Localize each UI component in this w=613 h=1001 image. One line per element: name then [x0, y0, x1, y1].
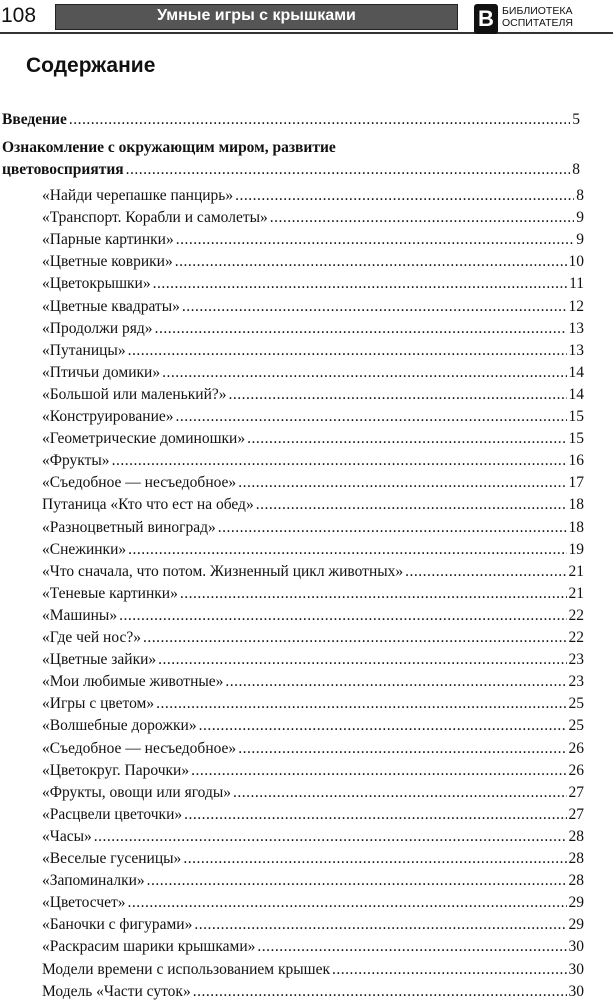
toc-leader-dots	[112, 451, 567, 470]
toc-entry-section	[2, 160, 580, 179]
toc-entry-label: «Что сначала, что потом. Жизненный цикл животных»	[42, 562, 404, 580]
toc-entry-page: 15	[568, 430, 584, 448]
toc-entry-label: «Мои любимые животные»	[42, 673, 224, 691]
toc-entry-label: «Цветосчет»	[42, 894, 126, 912]
toc-entry-page: 13	[568, 341, 584, 359]
toc-leader-dots	[94, 827, 567, 846]
toc-leader-dots	[238, 739, 566, 758]
toc-leader-dots	[235, 186, 574, 205]
toc-entry-page: 23	[568, 651, 584, 669]
toc-entry-page: 26	[568, 739, 584, 757]
toc-entry-page: 18	[568, 518, 584, 536]
toc-entry	[42, 385, 584, 404]
toc-entry-label: Путаница «Кто что ест на обед»	[42, 496, 254, 514]
toc-entry	[42, 274, 584, 293]
toc-entry-label: «Геометрические доминошки»	[42, 430, 246, 448]
toc-leader-dots	[256, 495, 567, 514]
toc-entry	[42, 694, 584, 713]
toc-leader-dots	[193, 982, 567, 1001]
toc-leader-dots	[199, 716, 567, 735]
toc-entry	[42, 960, 584, 979]
toc-leader-dots	[143, 628, 567, 647]
toc-entry-label: «Снежинки»	[42, 540, 127, 558]
toc-section-title-line1: Ознакомление с окружающим миром, развитие	[2, 139, 336, 156]
toc-leader-dots	[180, 584, 567, 603]
toc-entry	[42, 805, 584, 824]
toc-entry-label: «Расцвели цветочки»	[42, 805, 183, 823]
toc-leader-dots	[225, 672, 566, 691]
toc-entry-label: «Цветные квадраты»	[42, 297, 180, 315]
toc-entry-label: «Путаницы»	[42, 341, 126, 359]
page-header	[0, 0, 613, 35]
toc-entry-page: 10	[568, 253, 584, 271]
toc-leader-dots	[162, 363, 566, 382]
toc-entry-label: «Часы»	[42, 827, 92, 845]
toc-entry-page: 15	[568, 408, 584, 425]
toc-leader-dots	[176, 407, 567, 426]
toc-leader-dots	[119, 606, 566, 625]
series-name	[502, 5, 573, 29]
toc-entry-label: «Парные картинки»	[42, 231, 174, 249]
page-number: 108	[1, 4, 37, 27]
toc-leader-dots	[191, 761, 566, 780]
toc-entry-label: «Цветные зайки»	[42, 651, 157, 669]
toc-leader-dots	[194, 915, 566, 934]
toc-entry-page: 11	[569, 275, 584, 293]
toc-entry-label: «Найди черепашке панцирь»	[42, 187, 234, 204]
header-rule	[0, 32, 613, 34]
toc-entry	[42, 540, 584, 559]
toc-leader-dots	[270, 208, 574, 227]
toc-entry-page: 16	[568, 452, 584, 470]
toc-entry-page: 8	[576, 187, 584, 204]
toc-entry-label: «Фрукты»	[42, 452, 110, 470]
running-title: Умные игры с крышками	[157, 7, 356, 24]
toc-entry	[42, 827, 584, 846]
toc-entry-page: 28	[568, 872, 584, 890]
toc-leader-dots	[182, 297, 567, 316]
toc-entry	[42, 186, 584, 205]
toc-leader-dots	[128, 341, 567, 360]
toc-entry-label: Модель «Части суток»	[42, 982, 191, 1000]
toc-entry-label: «Где чей нос?»	[42, 629, 141, 646]
toc-entry-page: 14	[568, 385, 584, 403]
toc-entry	[42, 893, 584, 912]
series-logo-letter: В	[478, 6, 494, 31]
toc-entry	[42, 672, 584, 691]
toc-entry-page: 13	[568, 319, 584, 337]
toc-entry-page: 21	[568, 562, 584, 580]
toc-entry-page: 28	[568, 827, 584, 845]
toc-entry-label: «Разноцветный виноград»	[42, 518, 216, 536]
toc-leader-dots	[229, 385, 567, 404]
toc-entry	[42, 451, 584, 470]
toc-leader-dots	[405, 562, 566, 581]
toc-entry-page: 30	[568, 982, 584, 1000]
toc-entry	[42, 982, 584, 1001]
toc-entry-label: Введение	[2, 111, 67, 128]
toc-leader-dots	[176, 230, 575, 249]
toc-entry	[42, 584, 584, 603]
toc-title: Содержание	[26, 54, 156, 77]
toc-entry	[42, 341, 584, 360]
toc-entry-label: «Раскрасим шарики крышками»	[42, 938, 256, 956]
toc-entry-label: «Съедобное — несъедобное»	[42, 739, 237, 757]
toc-entry	[42, 915, 584, 934]
toc-leader-dots	[184, 805, 566, 824]
toc-leader-dots	[175, 252, 567, 271]
toc-entry-label: «Игры с цветом»	[42, 695, 155, 713]
toc-entry-label: «Цветные коврики»	[42, 253, 173, 271]
toc-leader-dots	[247, 429, 566, 448]
toc-entry-label: Модели времени с использованием крышек	[42, 960, 331, 978]
toc-entry-label: «Транспорт. Корабли и самолеты»	[42, 209, 268, 227]
toc-entry	[42, 716, 584, 735]
toc-entry	[42, 429, 584, 448]
toc-entry-page: 9	[576, 231, 584, 249]
toc-entry	[42, 297, 584, 316]
toc-entry-label: «Волшебные дорожки»	[42, 717, 197, 735]
toc-entry	[42, 849, 584, 868]
toc-entry-page: 17	[568, 474, 584, 492]
toc-entry	[42, 208, 584, 227]
toc-entry-page: 26	[568, 761, 584, 779]
toc-entry-page: 21	[568, 584, 584, 602]
toc-entry	[42, 937, 584, 956]
toc-leader-dots	[238, 473, 566, 492]
toc-entry	[42, 319, 584, 338]
toc-entry-page: 27	[568, 783, 584, 801]
toc-leader-dots	[158, 650, 566, 669]
toc-entry-page: 19	[568, 540, 584, 558]
toc-entry-page: 18	[568, 496, 584, 514]
toc-leader-dots	[128, 893, 567, 912]
toc-entry	[42, 739, 584, 758]
toc-entry	[42, 871, 584, 890]
toc-entry-label: «Птичьи домики»	[42, 363, 161, 381]
toc-leader-dots	[128, 540, 566, 559]
toc-entry	[42, 407, 584, 426]
toc-leader-dots	[233, 783, 566, 802]
toc-entry	[42, 606, 584, 625]
toc-entry-page: 12	[568, 297, 584, 315]
toc-entry-page: 27	[568, 805, 584, 823]
toc-entry-page: 29	[568, 894, 584, 912]
toc-entry	[42, 783, 584, 802]
toc-leader-dots	[126, 160, 571, 179]
toc-entry-label: «Теневые картинки»	[42, 584, 178, 602]
toc-entry-label: «Конструирование»	[42, 408, 174, 425]
toc-entry-label: «Большой или маленький?»	[42, 385, 227, 403]
toc-entry-page: 28	[568, 850, 584, 867]
series-name-line2: ОСПИТАТЕЛЯ	[502, 17, 573, 29]
toc-entry-label: «Съедобное — несъедобное»	[42, 474, 237, 492]
toc-entry-page: 29	[568, 916, 584, 934]
toc-section-title-line2: цветовосприятия	[2, 161, 124, 178]
toc-entry-page: 5	[572, 111, 580, 128]
toc-entry-label: «Запоминалки»	[42, 872, 145, 890]
toc-entry-page: 8	[572, 161, 580, 178]
toc-entry-intro	[2, 110, 580, 129]
toc-entry	[42, 650, 584, 669]
toc-leader-dots	[153, 274, 567, 293]
toc-entry-label: «Машины»	[42, 606, 118, 624]
toc-entry-page: 30	[568, 938, 584, 956]
toc-entry-page: 9	[576, 209, 584, 227]
toc-entry-label: «Продолжи ряд»	[42, 319, 153, 337]
toc-entry-page: 23	[568, 673, 584, 691]
toc-leader-dots	[332, 960, 566, 979]
toc-entry	[42, 562, 584, 581]
toc-leader-dots	[69, 110, 570, 129]
series-name-line1: БИБЛИОТЕКА	[502, 5, 573, 17]
toc-entry	[42, 230, 584, 249]
toc-entry-page: 22	[568, 606, 584, 624]
toc-entry-label: «Цветокруг. Парочки»	[42, 761, 190, 779]
toc-leader-dots	[147, 871, 567, 890]
toc-entry-label: «Баночки с фигурами»	[42, 916, 193, 934]
toc-entry-label: «Фрукты, овощи или ягоды»	[42, 783, 232, 801]
toc-entry-page: 25	[568, 717, 584, 735]
toc-leader-dots	[218, 518, 567, 537]
toc-leader-dots	[155, 319, 567, 338]
toc-entry	[42, 628, 584, 647]
toc-leader-dots	[183, 849, 566, 868]
toc-entry	[42, 363, 584, 382]
toc-entry-label: «Цветокрышки»	[42, 275, 151, 293]
toc-entry	[42, 761, 584, 780]
toc-entry	[42, 473, 584, 492]
toc-entry-page: 22	[568, 629, 584, 646]
toc-entry-page: 14	[568, 363, 584, 381]
toc-entry-page: 30	[568, 960, 584, 978]
toc-leader-dots	[257, 937, 566, 956]
toc-entry	[42, 495, 584, 514]
toc-entry-page: 25	[568, 695, 584, 713]
toc-entry-label: «Веселые гусеницы»	[42, 850, 182, 867]
toc-entry	[42, 252, 584, 271]
toc-entry	[42, 518, 584, 537]
toc-leader-dots	[156, 694, 566, 713]
